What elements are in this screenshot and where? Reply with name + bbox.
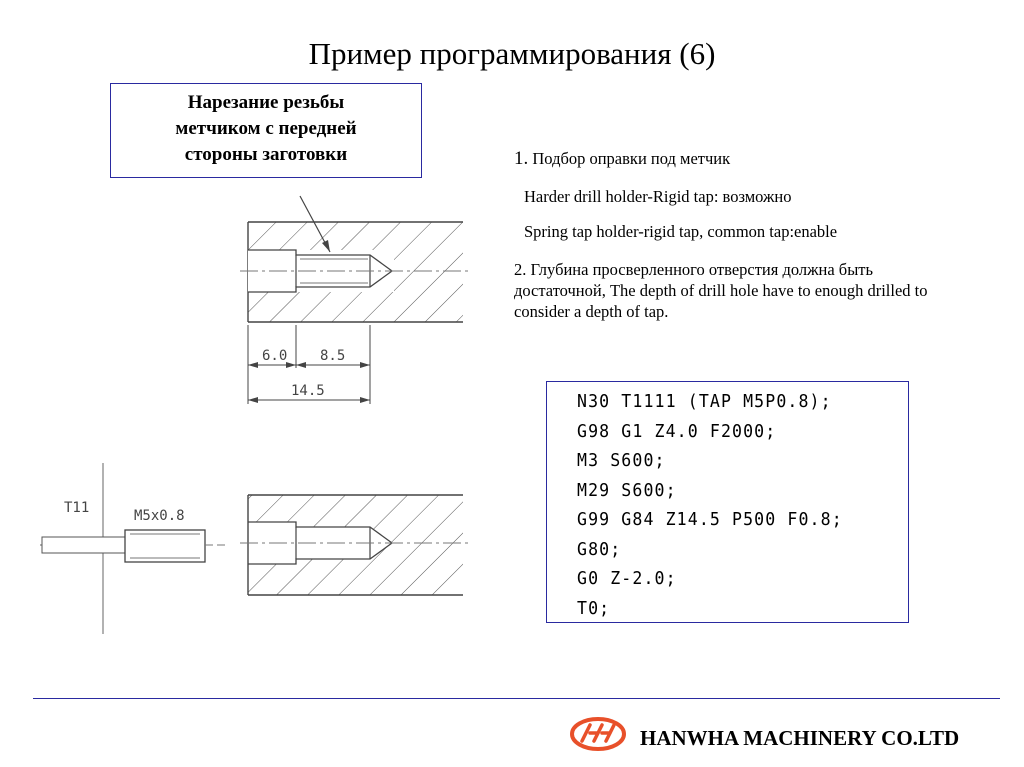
company-name: HANWHA MACHINERY CO.LTD bbox=[640, 726, 960, 750]
code-line: G80; bbox=[577, 538, 622, 560]
hanwha-logo-icon bbox=[570, 717, 626, 751]
code-line: M29 S600; bbox=[577, 479, 677, 501]
note-item-1 bbox=[514, 148, 730, 169]
thread-label-tool: M5x0.8 bbox=[134, 508, 185, 524]
bottom-workpiece bbox=[240, 495, 470, 595]
note-item-1-sub-2: Spring tap holder-rigid tap, common tap:enable bbox=[524, 222, 838, 241]
dim-b-label: 8.5 bbox=[320, 348, 346, 364]
code-line: G99 G84 Z14.5 P500 F0.8; bbox=[577, 509, 843, 530]
top-workpiece bbox=[240, 196, 470, 404]
note-item-2: 2. Глубина просверленного отверстия должна быть достаточной, The depth of drill hole have to enough drilled to consider a depth of tap. bbox=[514, 260, 928, 321]
note-item-1-number: 1. bbox=[514, 148, 529, 169]
callout-box bbox=[110, 83, 422, 178]
tap-tool bbox=[40, 463, 228, 634]
callout-line-1: Нарезание резьбы bbox=[187, 92, 345, 113]
code-line: N30 T1111 (TAP M5P0.8); bbox=[577, 391, 832, 412]
note-item-1-text: Подбор оправки под метчик bbox=[528, 149, 731, 168]
dim-total-label: 14.5 bbox=[291, 383, 325, 399]
code-line: M3 S600; bbox=[577, 450, 666, 471]
dim-a-label: 6.0 bbox=[262, 348, 288, 364]
tool-label: T11 bbox=[64, 500, 90, 516]
callout-line-3: стороны заготовки bbox=[184, 144, 348, 165]
nc-code-box bbox=[546, 381, 909, 623]
code-line: G0 Z-2.0; bbox=[577, 568, 677, 589]
code-line: T0; bbox=[577, 597, 611, 619]
code-line: G98 G1 Z4.0 F2000; bbox=[577, 420, 777, 442]
footer-divider bbox=[33, 698, 1000, 699]
page-title: Пример программирования (6) bbox=[308, 36, 716, 71]
note-item-1-sub-1: Harder drill holder-Rigid tap: возможно bbox=[524, 187, 792, 206]
callout-line-2: метчиком с передней bbox=[175, 118, 357, 139]
